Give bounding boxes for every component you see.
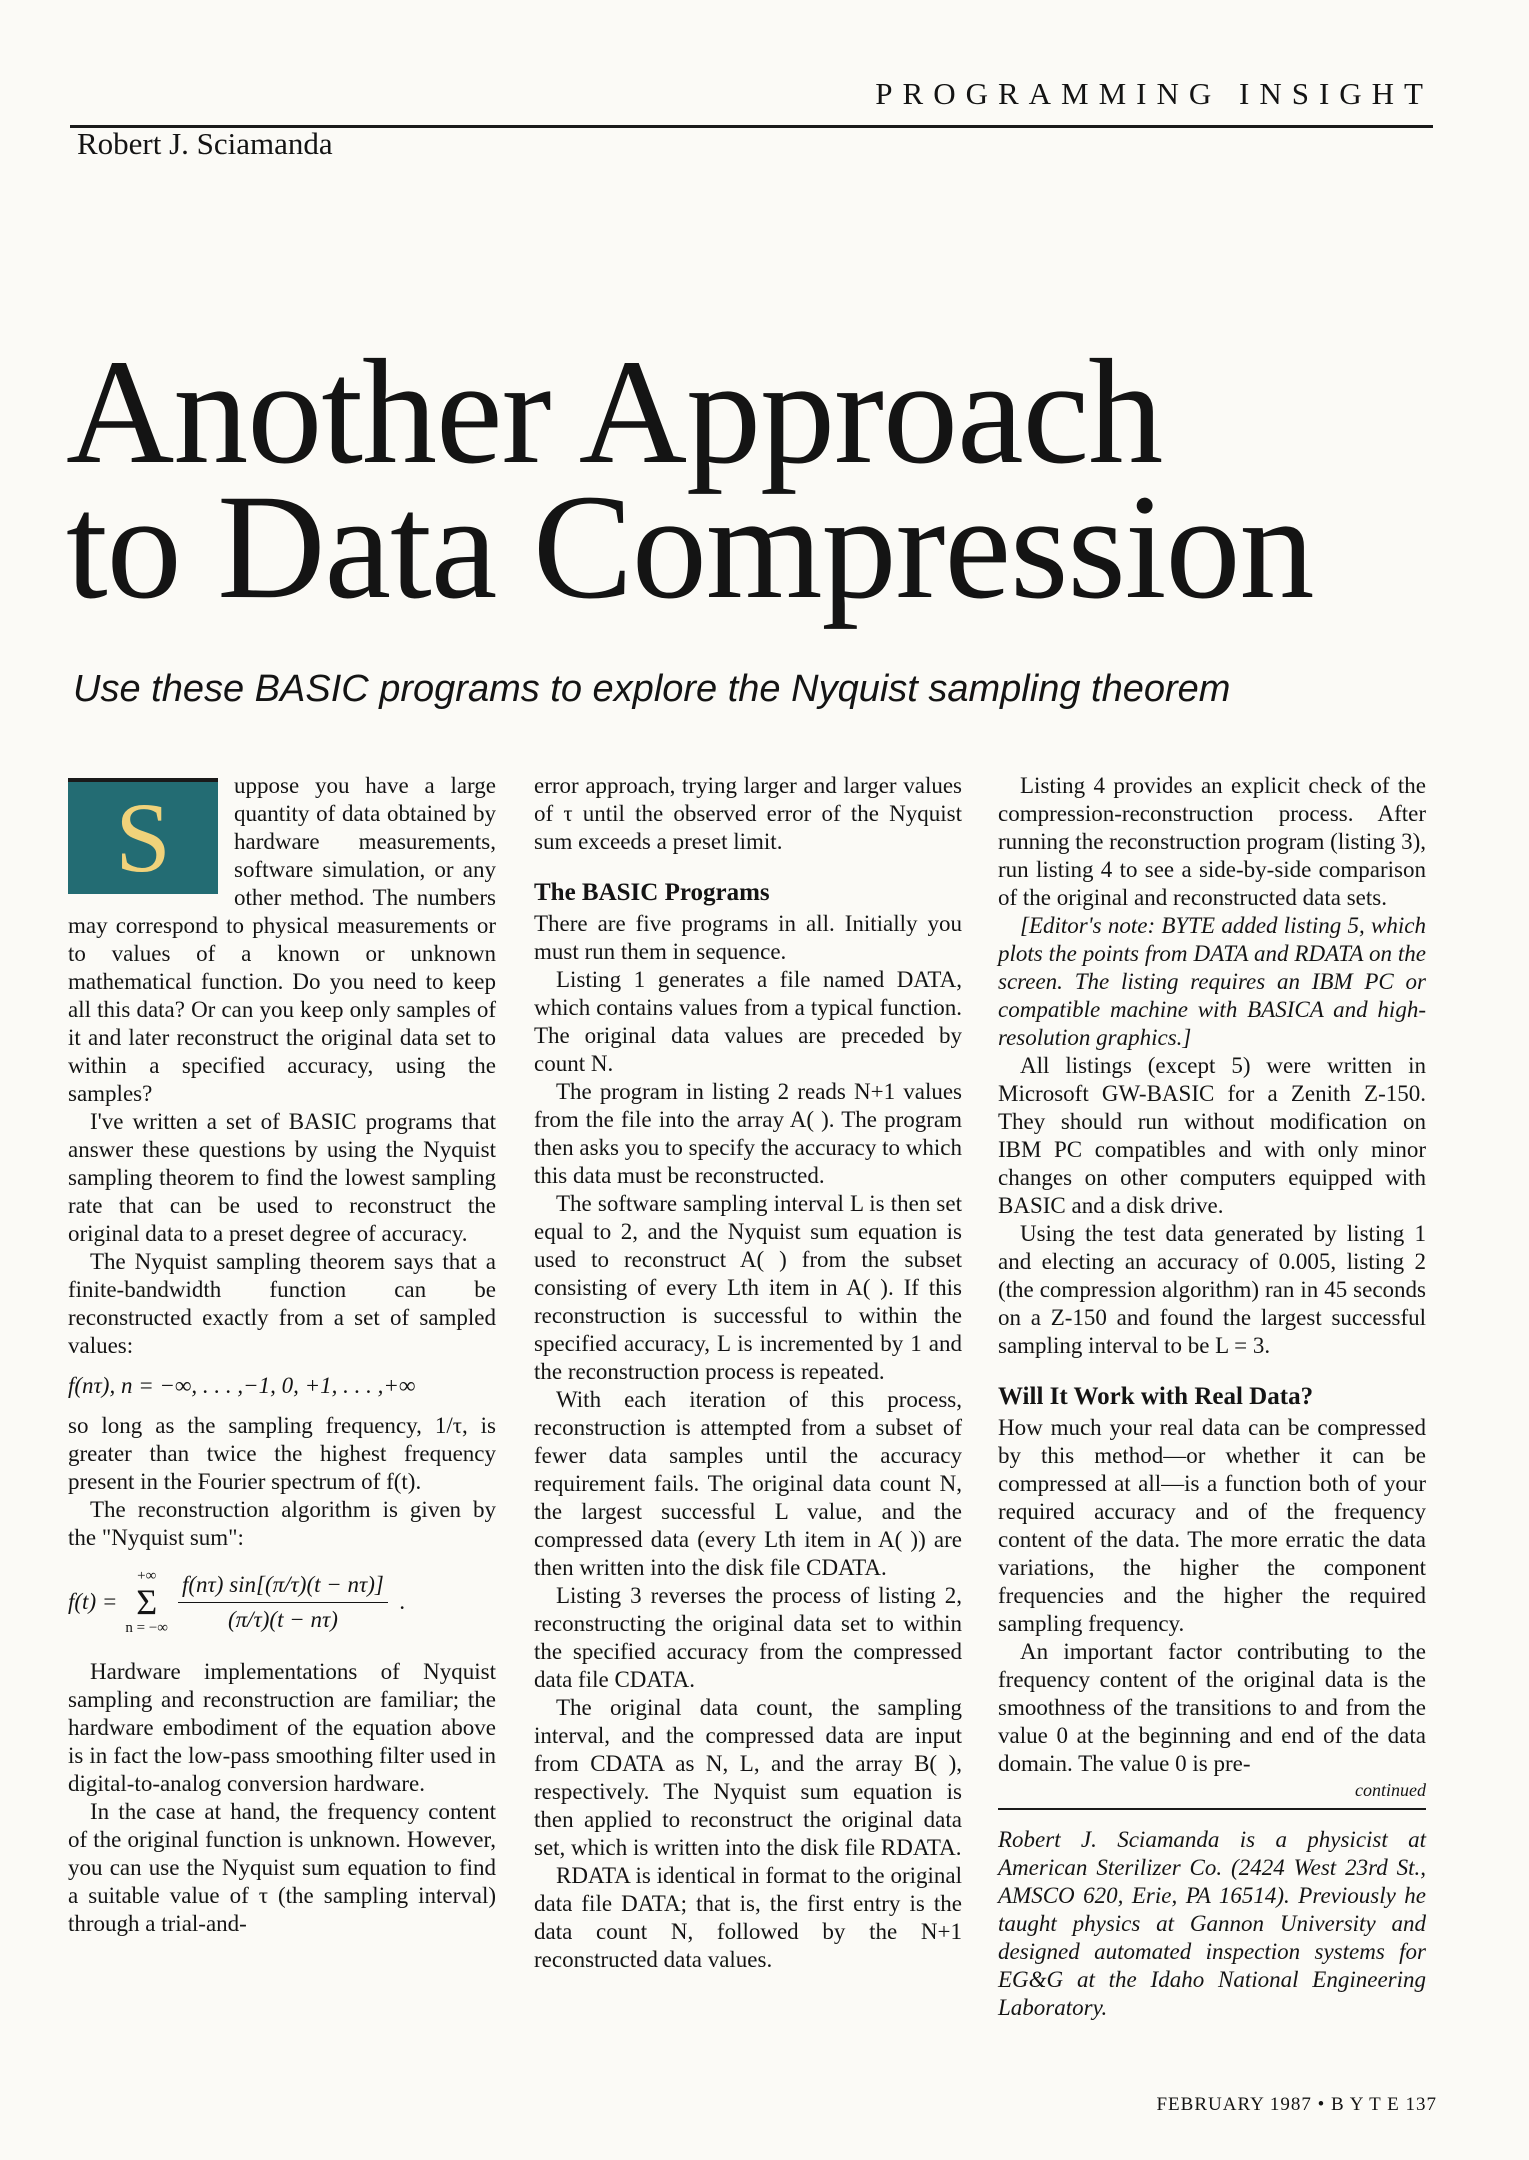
- paragraph: With each iteration of this process, reconstruction is attempted from a subset of fewer data samples until the accuracy requirement fails. The original data count N, the largest successful L value, and the compressed data (every Lth item in A( )) are then written into the disk file CDATA.: [534, 1387, 962, 1580]
- article-subtitle: Use these BASIC programs to explore the Nyquist sampling theorem: [73, 668, 1231, 710]
- nyquist-sum-equation: [68, 1568, 496, 1636]
- column-3: [998, 772, 1426, 2022]
- paragraph: so long as the sampling frequency, 1/τ, is greater than twice the highest frequency present in the Fourier spectrum of f(t).: [68, 1413, 496, 1494]
- column-2: [534, 772, 962, 1974]
- equation-period: .: [399, 1589, 406, 1614]
- section-heading: The BASIC Programs: [534, 879, 770, 906]
- equation-lhs: f(t) =: [68, 1589, 118, 1614]
- paragraph: Listing 1 generates a file named DATA, which contains values from a typical function. The original data values are preceded by count N.: [534, 967, 962, 1076]
- section-heading: Will It Work with Real Data?: [998, 1383, 1314, 1410]
- sample-set-formula: f(nτ), n = −∞, . . . ,−1, 0, +1, . . . ,+∞: [68, 1373, 416, 1398]
- paragraph: The Nyquist sampling theorem says that a finite-bandwidth function can be reconstructed exactly from a set of sampled values:: [68, 1249, 496, 1358]
- paragraph: Hardware implementations of Nyquist sampling and reconstruction are familiar; the hardware embodiment of the equation above is in fact the low-pass smoothing filter used in digital-to-analog conversion hardware.: [68, 1659, 496, 1796]
- paragraph: The reconstruction algorithm is given by the "Nyquist sum":: [68, 1497, 496, 1550]
- paragraph: RDATA is identical in format to the original data file DATA; that is, the first entry is the data count N, followed by the N+1 reconstructed data values.: [534, 1863, 962, 1972]
- paragraph: The program in listing 2 reads N+1 values from the file into the array A( ). The program then asks you to specify the accuracy to which this data must be reconstructed.: [534, 1079, 962, 1188]
- title-line-1: Another Approach: [66, 329, 1163, 495]
- equation-denominator: (π/τ)(t − nτ): [227, 1606, 338, 1632]
- continued-note: continued: [1355, 1780, 1426, 1800]
- paragraph: error approach, trying larger and larger values of τ until the observed error of the Nyquist sum exceeds a preset limit.: [534, 773, 962, 854]
- paragraph: I've written a set of BASIC programs that answer these questions by using the Nyquist sampling theorem to find the lowest sampling rate that can be used to reconstruct the original data to a preset degree of accuracy.: [68, 1109, 496, 1246]
- sigma-symbol: Σ: [136, 1582, 158, 1622]
- summation-upper-limit: +∞: [137, 1568, 157, 1584]
- equation-numerator: f(nτ) sin[(π/τ)(t − nτ)]: [178, 1571, 388, 1603]
- editors-note: [Editor's note: BYTE added listing 5, which plots the points from DATA and RDATA on the screen. The listing requires an IBM PC or compatible machine with BASICA and high-resolution graphics.]: [998, 913, 1426, 1050]
- paragraph: All listings (except 5) were written in Microsoft GW-BASIC for a Zenith Z-150. They should run without modification on IBM PC compatibles and with only minor changes on other computers equipped with BASIC and a disk drive.: [998, 1053, 1426, 1218]
- paragraph: uppose you have a large quantity of data obtained by hardware measurements, software simulation, or any other method. The numbers may correspond to physical measurements or to values of a known or unknown mathematical function. Do you need to keep all this data? Or can you keep only samples of it and later reconstruct the original data set to within a specified accuracy, using the samples?: [68, 773, 496, 1106]
- paragraph: Using the test data generated by listing 1 and electing an accuracy of 0.005, listing 2 (the compression algorithm) ran in 45 seconds on a Z-150 and found the largest successful sampling interval to be L = 3.: [998, 1221, 1426, 1358]
- author-byline: Robert J. Sciamanda: [77, 126, 333, 161]
- equation-fraction: [178, 1571, 388, 1634]
- bio-divider: [998, 1808, 1426, 1810]
- paragraph: The original data count, the sampling interval, and the compressed data are input from CDATA as N, L, and the array B( ), respectively. The Nyquist sum equation is then applied to reconstruct the original data set, which is written into the disk file RDATA.: [534, 1695, 962, 1860]
- section-label: PROGRAMMING INSIGHT: [875, 76, 1433, 111]
- author-bio: Robert J. Sciamanda is a physicist at American Sterilizer Co. (2424 West 23rd St., AMSCO 620, Erie, PA 16514). Previously he taught physics at Gannon University and designed automated inspection systems for EG&G at the Idaho National Engineering Laboratory.: [998, 1827, 1426, 2020]
- paragraph: Listing 4 provides an explicit check of the compression-reconstruction process. After running the reconstruction program (listing 3), run listing 4 to see a side-by-side comparison of the original and reconstructed data sets.: [998, 773, 1426, 910]
- summation-sign: [125, 1568, 168, 1636]
- paragraph: Listing 3 reverses the process of listing 2, reconstructing the original data set to within the specified accuracy from the compressed data file CDATA.: [534, 1583, 962, 1692]
- page-footer: FEBRUARY 1987 • B Y T E 137: [1156, 2094, 1437, 2115]
- paragraph: How much your real data can be compressed by this method—or whether it can be compressed at all—is a function both of your required accuracy and of the frequency content of the data. The more erratic the data variations, the higher the component frequencies and the higher the required sampling frequency.: [998, 1415, 1426, 1636]
- title-line-2: to Data Compression: [66, 464, 1314, 630]
- paragraph: In the case at hand, the frequency content of the original function is unknown. However, you can use the Nyquist sum equation to find a suitable value of τ (the sampling interval) through a trial-and-: [68, 1799, 496, 1936]
- paragraph: The software sampling interval L is then set equal to 2, and the Nyquist sum equation is used to reconstruct A( ) from the subset consisting of every Lth item in A( ). If this reconstruction is successful to within the specified accuracy, L is incremented by 1 and the reconstruction process is repeated.: [534, 1191, 962, 1384]
- column-1: [68, 772, 496, 1938]
- paragraph: An important factor contributing to the frequency content of the original data is the smoothness of the transitions to and from the value 0 at the beginning and end of the data domain. The value 0 is pre-: [998, 1639, 1426, 1776]
- summation-lower-limit: n = −∞: [125, 1620, 168, 1636]
- paragraph: There are five programs in all. Initially you must run them in sequence.: [534, 911, 962, 964]
- article-title: [66, 329, 1314, 630]
- drop-cap: S: [68, 778, 218, 894]
